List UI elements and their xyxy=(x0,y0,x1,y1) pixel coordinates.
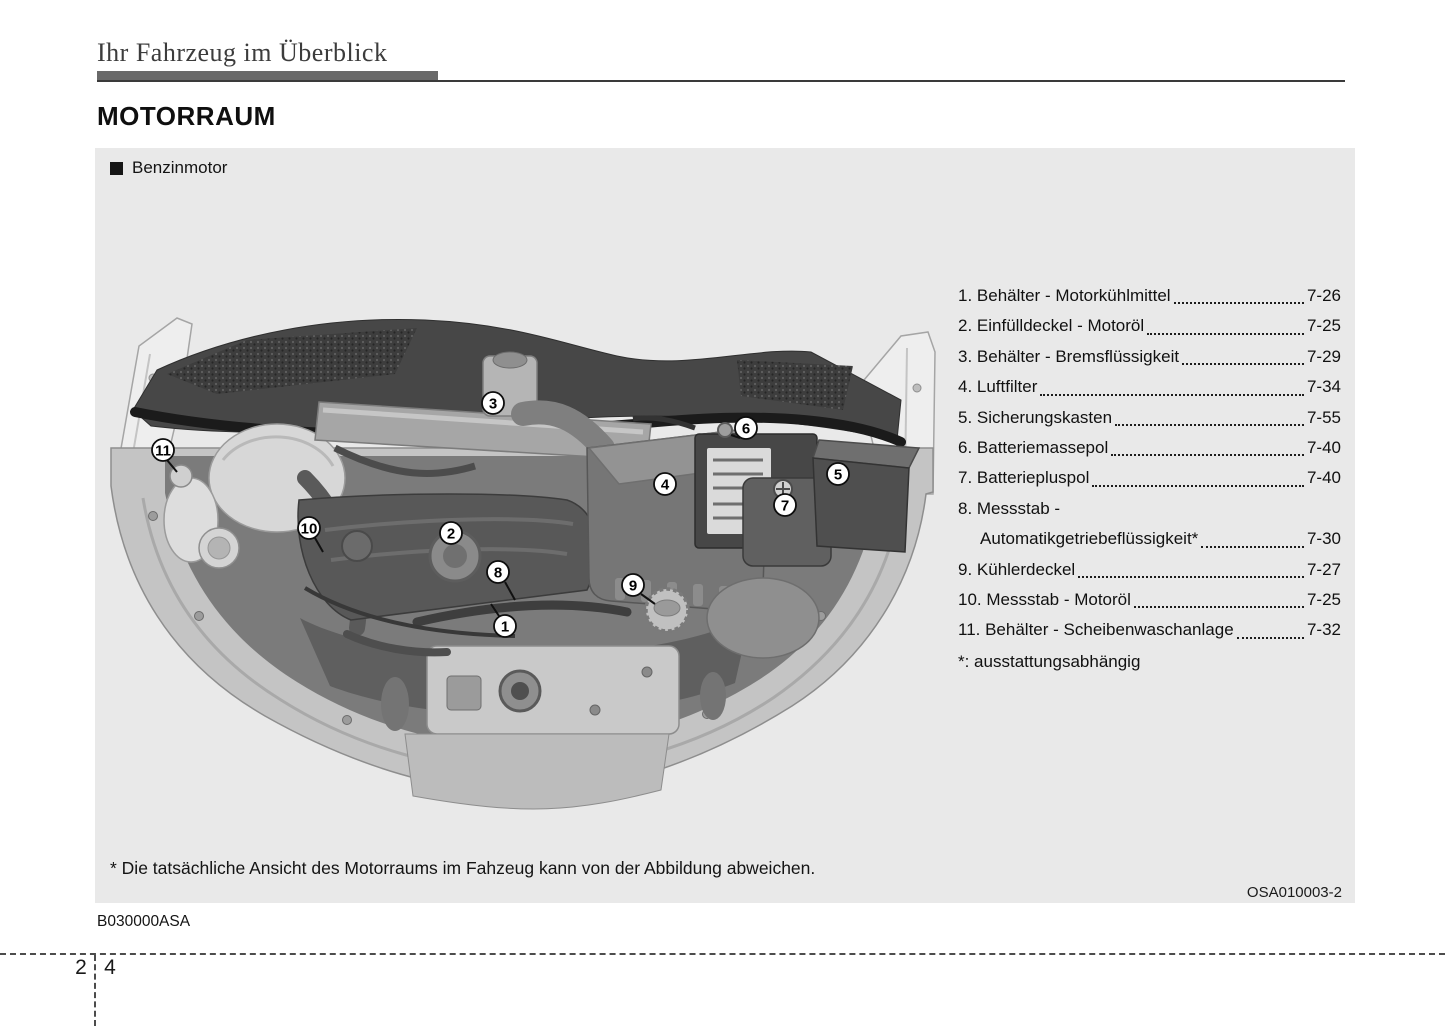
callout-10 xyxy=(298,517,320,539)
page-number: 4 xyxy=(104,956,116,979)
legend-item-1: 1. Behälter - Motorkühlmittel 7-26 xyxy=(958,281,1341,311)
svg-text:2: 2 xyxy=(446,525,456,543)
page-ref: 7-34 xyxy=(1306,377,1341,397)
figure-caption-label: Benzinmotor xyxy=(132,158,228,177)
header-rule xyxy=(97,80,1345,82)
legend-item-10: 10. Messstab - Motoröl 7-25 xyxy=(958,585,1341,615)
footer-dashed-rule xyxy=(0,953,1445,955)
dot-leader xyxy=(1181,342,1305,372)
figure-panel xyxy=(95,148,1355,903)
legend-footnote: *: ausstattungsabhängig xyxy=(958,651,1141,671)
svg-text:5: 5 xyxy=(833,466,843,484)
callout-8 xyxy=(487,561,509,583)
dot-leader xyxy=(1114,403,1305,433)
dot-leader xyxy=(1091,463,1305,493)
page-ref: 7-25 xyxy=(1306,316,1341,336)
radiator-cap xyxy=(646,589,688,631)
callout-2 xyxy=(440,522,462,544)
svg-text:7: 7 xyxy=(780,497,790,515)
dot-leader xyxy=(1173,281,1305,311)
page-ref: 7-40 xyxy=(1306,438,1341,458)
legend-item-2: 2. Einfülldeckel - Motoröl 7-25 xyxy=(958,311,1341,341)
dot-leader xyxy=(1236,615,1305,645)
dot-leader xyxy=(1133,585,1305,615)
page-ref: 7-29 xyxy=(1306,346,1341,366)
legend-item-6: 6. Batteriemassepol 7-40 xyxy=(958,433,1341,463)
headlamp-housing xyxy=(707,578,819,658)
svg-text:1: 1 xyxy=(500,618,510,636)
callout-7 xyxy=(774,494,796,516)
front-crossmember xyxy=(381,646,726,809)
parts-legend xyxy=(958,281,1341,677)
document-code: B030000ASA xyxy=(97,913,191,930)
callout-1 xyxy=(494,615,516,637)
page-ref: 7-55 xyxy=(1306,407,1341,427)
figure-caption xyxy=(110,158,227,178)
dot-leader xyxy=(1077,555,1305,585)
page-ref: 7-32 xyxy=(1306,620,1341,640)
svg-text:8: 8 xyxy=(493,564,503,582)
svg-text:11: 11 xyxy=(155,442,171,460)
fuse-box xyxy=(813,440,919,552)
legend-item-8-line1: 8. Messstab - xyxy=(958,498,1061,518)
footer-dashed-divider xyxy=(94,955,96,1026)
dot-leader xyxy=(1039,372,1305,402)
legend-item-11: 11. Behälter - Scheibenwaschanlage 7-32 xyxy=(958,615,1341,645)
legend-item-5: 5. Sicherungskasten 7-55 xyxy=(958,403,1341,433)
page-ref: 7-40 xyxy=(1306,468,1341,488)
legend-item-3: 3. Behälter - Bremsflüssigkeit 7-29 xyxy=(958,342,1341,372)
chapter-header: Ihr Fahrzeug im Überblick xyxy=(97,38,388,67)
page-ref: 7-25 xyxy=(1306,590,1341,610)
callout-9 xyxy=(622,574,644,596)
figure-footnote: * Die tatsächliche Ansicht des Motorraums im Fahzeug kann von der Abbildung abweichen. xyxy=(110,858,816,878)
page-ref: 7-26 xyxy=(1306,286,1341,305)
svg-text:6: 6 xyxy=(741,420,751,438)
svg-text:3: 3 xyxy=(488,395,498,413)
dot-leader xyxy=(1146,311,1305,341)
caption-bullet-square xyxy=(110,162,123,175)
callout-6 xyxy=(735,417,757,439)
svg-text:4: 4 xyxy=(660,476,670,494)
dot-leader xyxy=(1110,433,1305,463)
legend-item-7: 7. Batteriepluspol 7-40 xyxy=(958,463,1341,493)
figure-image-code: OSA010003-2 xyxy=(1246,884,1342,901)
callout-3 xyxy=(482,392,504,414)
callout-11 xyxy=(152,439,174,461)
dot-leader xyxy=(1200,524,1305,554)
page-ref: 7-30 xyxy=(1306,529,1341,549)
chapter-number: 2 xyxy=(75,956,87,979)
svg-text:10: 10 xyxy=(300,520,318,538)
power-steering-reservoir xyxy=(199,528,239,568)
svg-text:9: 9 xyxy=(628,577,638,595)
legend-item-4: 4. Luftfilter 7-34 xyxy=(958,372,1341,402)
callout-5 xyxy=(827,463,849,485)
legend-item-8-line2: Automatikgetriebeflüssigkeit* 7-30 xyxy=(958,524,1341,554)
page-title: MOTORRAUM xyxy=(97,101,276,131)
callout-4 xyxy=(654,473,676,495)
page-ref: 7-27 xyxy=(1306,559,1341,579)
legend-item-9: 9. Kühlerdeckel 7-27 xyxy=(958,555,1341,585)
